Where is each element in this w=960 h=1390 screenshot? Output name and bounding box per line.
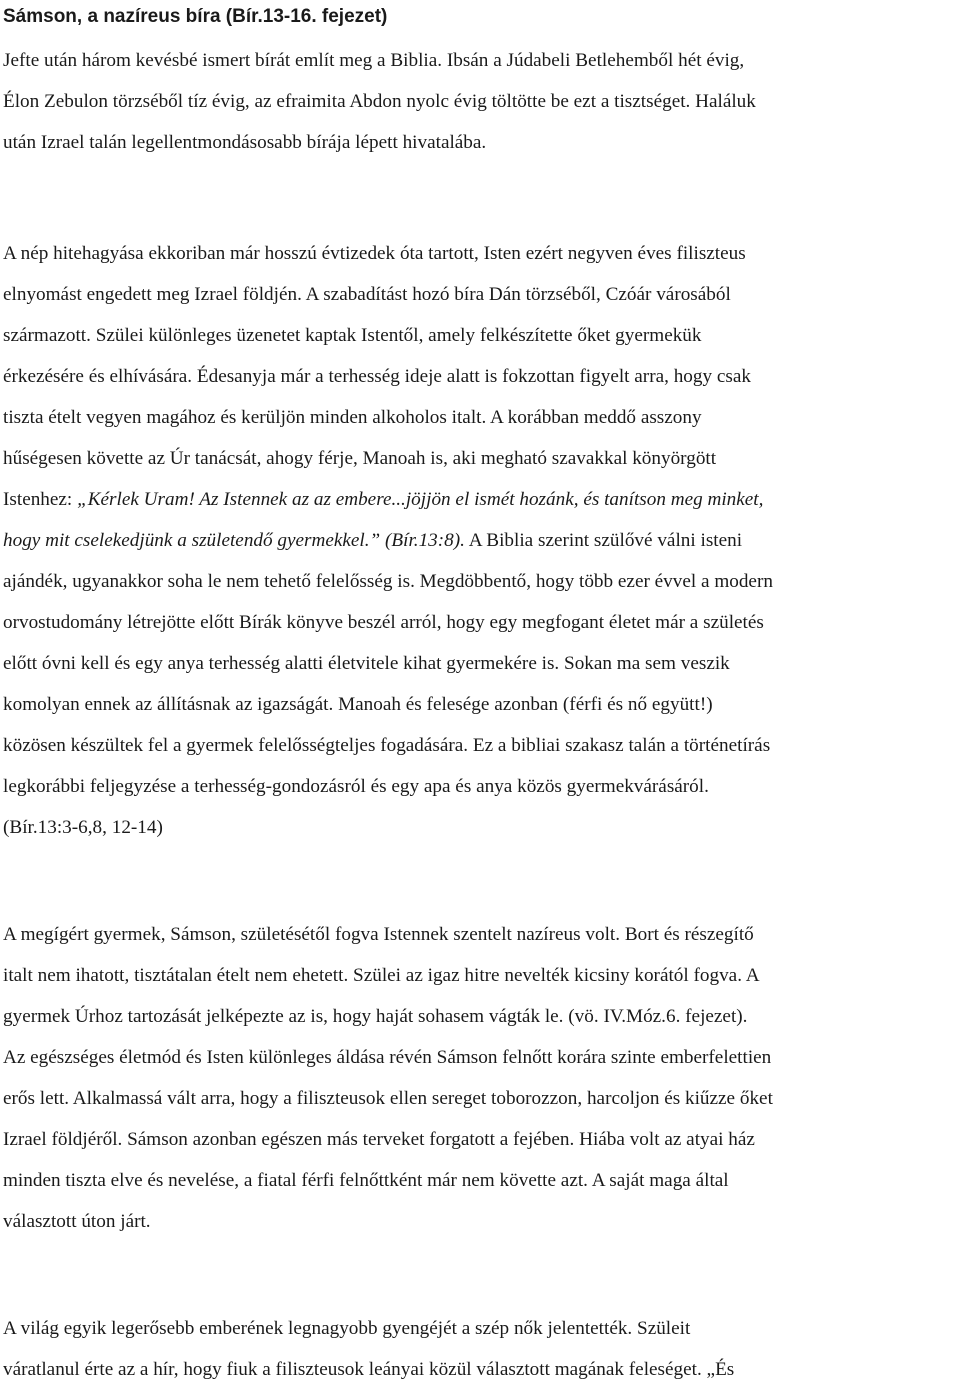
text-line: tiszta ételt vegyen magához és kerüljön minden alkoholos italt. A korábban meddő asszony	[3, 407, 702, 428]
text-line: ajándék, ugyanakkor soha le nem tehető felelősség is. Megdöbbentő, hogy több ezer évvel a modern	[3, 571, 773, 592]
text-line: közösen készültek fel a gyermek felelősségteljes fogadására. Ez a bibliai szakasz talán a történetírás	[3, 735, 771, 756]
text-line: után Izrael talán legellentmondásosabb bírája lépett hivatalába.	[3, 132, 487, 153]
text-line: Élon Zebulon törzséből tíz évig, az efraimita Abdon nyolc évig töltötte be ezt a tisztséget. Haláluk	[3, 91, 756, 112]
text-line: érkezésére és elhívására. Édesanyja már a terhesség ideje alatt is fokzottan figyelt arra, hogy csak	[3, 366, 751, 387]
text-line: erős lett. Alkalmassá vált arra, hogy a filiszteusok ellen sereget toborozzon, harcoljon és kiűzze őket	[3, 1088, 773, 1109]
text-line: orvostudomány létrejötte előtt Bírák könyve beszél arról, hogy egy megfogant életet már a születés	[3, 612, 764, 633]
text-run: A Biblia szerint szülővé válni isteni	[464, 530, 743, 551]
text-line: A megígért gyermek, Sámson, születésétől fogva Istennek szentelt nazíreus volt. Bort és részegítő	[3, 924, 754, 945]
text-line: A világ egyik legerősebb emberének legnagyobb gyengéjét a szép nők jelentették. Szüleit	[3, 1318, 691, 1339]
quote-italic: „Kérlek Uram! Az Istennek az az embere...jöjjön el ismét hozánk, és tanítson meg minket,	[77, 489, 764, 510]
text-line: komolyan ennek az állításnak az igazságát. Manoah és felesége azonban (férfi és nő együtt!)	[3, 694, 713, 715]
quote-italic: hogy mit cselekedjünk a születendő gyermekkel.” (Bír.13:8).	[3, 530, 465, 551]
text-run: Istenhez:	[3, 489, 78, 510]
paragraph-3	[3, 914, 960, 1242]
paragraph-1	[3, 40, 960, 163]
text-line: váratlanul érte az a hír, hogy fiuk a filiszteusok leányai közül választott magának feleséget. „És	[3, 1359, 735, 1380]
text-line: legkorábbi feljegyzése a terhesség-gondozásról és egy apa és anya közös gyermekvárásáról.	[3, 776, 709, 797]
text-line: Az egészséges életmód és Isten különleges áldása révén Sámson felnőtt korára szinte emberfelettien	[3, 1047, 772, 1068]
text-line: elnyomást engedett meg Izrael földjén. A szabadítást hozó bíra Dán törzséből, Czóár városából	[3, 284, 731, 305]
text-line: (Bír.13:3-6,8, 12-14)	[3, 817, 163, 838]
text-line: Izrael földjéről. Sámson azonban egészen más terveket forgatott a fejében. Hiába volt az atyai ház	[3, 1129, 755, 1150]
text-line: A nép hitehagyása ekkoriban már hosszú évtizedek óta tartott, Isten ezért negyven éves filiszteus	[3, 243, 746, 264]
paragraph-2	[3, 233, 960, 848]
text-line	[3, 479, 960, 520]
document-title: Sámson, a nazíreus bíra (Bír.13-16. fejezet)	[3, 6, 388, 27]
text-line: minden tiszta elve és nevelése, a fiatal férfi felnőttként már nem követte azt. A saját maga által	[3, 1170, 729, 1191]
text-line: italt nem ihatott, tisztátalan ételt nem ehetett. Szülei az igaz hitre nevelték kicsiny korától fogva. A	[3, 965, 760, 986]
text-line: hűségesen követte az Úr tanácsát, ahogy férje, Manoah is, aki megható szavakkal könyörgött	[3, 448, 717, 469]
text-line	[3, 520, 960, 561]
text-line: gyermek Úrhoz tartozását jelképezte az is, hogy haját sohasem vágták le. (vö. IV.Móz.6. fejezet).	[3, 1006, 748, 1027]
text-line: előtt óvni kell és egy anya terhesség alatti életvitele kihat gyermekére is. Sokan ma sem veszik	[3, 653, 730, 674]
text-line: választott úton járt.	[3, 1211, 151, 1232]
text-line: Jefte után három kevésbé ismert bírát említ meg a Biblia. Ibsán a Júdabeli Betlehemből hét évig,	[3, 50, 745, 71]
paragraph-4	[3, 1308, 960, 1390]
text-line: származott. Szülei különleges üzenetet kaptak Istentől, amely felkészítette őket gyermekük	[3, 325, 702, 346]
